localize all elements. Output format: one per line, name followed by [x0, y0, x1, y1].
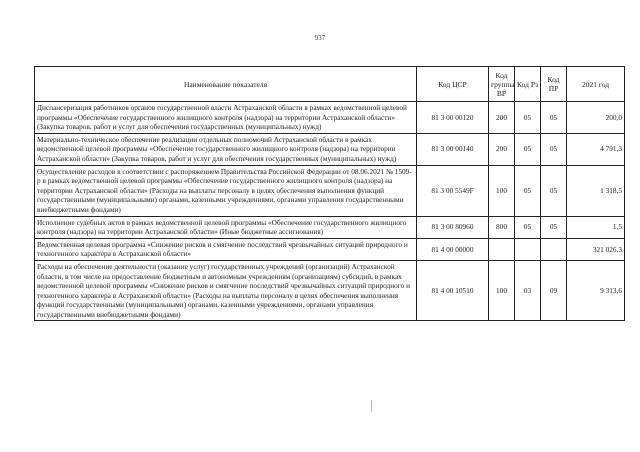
- table-row: [35, 133, 625, 165]
- table-row: [35, 260, 625, 321]
- row-name: Осуществление расходов в соответствии с распоряжением Правительства Российской Федерации от 08.06.2021 № 1509-р в рамках ведомственной целевой программы «Обеспечение государственного жилищного контроля (надзора) на территории Астраханской области» (Расходы на выплаты персоналу в целях обеспечения выполнения функций государственными (муниципальными) органами, казенными учреждениями, органами управления государственными внебюджетными фондами): [35, 165, 417, 216]
- table-row: [35, 102, 625, 134]
- row-pr-code: 09: [541, 260, 567, 321]
- table-row: [35, 216, 625, 238]
- header-vr-code: Код группы ВР: [489, 67, 515, 102]
- row-name: Расходы на обеспечение деятельности (оказание услуг) государственных учреждений (организаций) Астраханской области, в том числе на предоставление бюджетным и автономным учреждениям (организациям) субсидий, в рамках ведомственной целевой программы «Снижение рисков и смягчение последствий чрезвычайных ситуаций природного и техногенного характера в Астраханской области» (Расходы на выплаты персоналу в целях обеспечения выполнения функций государственными (муниципальными) органами, казенными учреждениями, органами управления государственными внебюджетными фондами): [35, 260, 417, 321]
- row-pr-code: [541, 238, 567, 260]
- row-csr-code: 81 4 00 00000: [417, 238, 489, 260]
- table-row: [35, 165, 625, 216]
- budget-table: [34, 66, 625, 321]
- page-number: 937: [314, 34, 326, 42]
- row-name: Исполнение судебных актов в рамках ведомственной целевой программы «Обеспечение государственного жилищного контроля (надзора) на территории Астраханской области» (Иные бюджетные ассигнования): [35, 216, 417, 238]
- row-name: Диспансеризация работников органов государственной власти Астраханской области в рамках ведомственной целевой программы «Обеспечение государственного жилищного контроля (надзора) на территории Астраханской области» (Закупка товаров, работ и услуг для обеспечения государственных (муниципальных) нужд): [35, 102, 417, 134]
- row-pr-code: 05: [541, 102, 567, 134]
- header-name: Наименование показателя: [35, 67, 417, 102]
- header-year-2021: 2021 год: [567, 67, 625, 102]
- row-csr-code: 81 3 00 00120: [417, 102, 489, 134]
- row-amount: 1 318,5: [567, 165, 625, 216]
- row-vr-code: 100: [489, 165, 515, 216]
- row-name: Ведомственная целевая программа «Снижение рисков и смягчение последствий чрезвычайных ситуаций природного и техногенного характера в Астраханской области»: [35, 238, 417, 260]
- row-amount: 9 313,6: [567, 260, 625, 321]
- header-pr-code: Код ПР: [541, 67, 567, 102]
- row-rz-code: 05: [515, 165, 541, 216]
- row-rz-code: 05: [515, 102, 541, 134]
- row-csr-code: 81 3 00 00140: [417, 133, 489, 165]
- row-vr-code: 200: [489, 133, 515, 165]
- row-pr-code: 05: [541, 165, 567, 216]
- row-csr-code: 81 3 00 80960: [417, 216, 489, 238]
- header-rz-code: Код Рз: [515, 67, 541, 102]
- row-amount: 200,0: [567, 102, 625, 134]
- header-csr-code: Код ЦСР: [417, 67, 489, 102]
- table-header-row: [35, 67, 625, 102]
- table-row: [35, 238, 625, 260]
- row-csr-code: 81 3 00 5549F: [417, 165, 489, 216]
- row-vr-code: 100: [489, 260, 515, 321]
- row-name: Материально-техническое обеспечение реализации отдельных полномочий Астраханской области в рамках ведомственной целевой программы «Обеспечение государственного жилищного контроля (надзора) на территории Астраханской области» (Закупка товаров, работ и услуг для обеспечения государственных (муниципальных) нужд): [35, 133, 417, 165]
- row-amount: 1,5: [567, 216, 625, 238]
- row-rz-code: [515, 238, 541, 260]
- row-amount: 321 026,3: [567, 238, 625, 260]
- row-vr-code: [489, 238, 515, 260]
- row-rz-code: 03: [515, 260, 541, 321]
- row-csr-code: 81 4 00 10510: [417, 260, 489, 321]
- row-rz-code: 05: [515, 216, 541, 238]
- row-pr-code: 05: [541, 133, 567, 165]
- row-vr-code: 800: [489, 216, 515, 238]
- row-vr-code: 200: [489, 102, 515, 134]
- row-pr-code: 05: [541, 216, 567, 238]
- row-rz-code: 05: [515, 133, 541, 165]
- scan-mark: [371, 400, 372, 412]
- row-amount: 4 791,3: [567, 133, 625, 165]
